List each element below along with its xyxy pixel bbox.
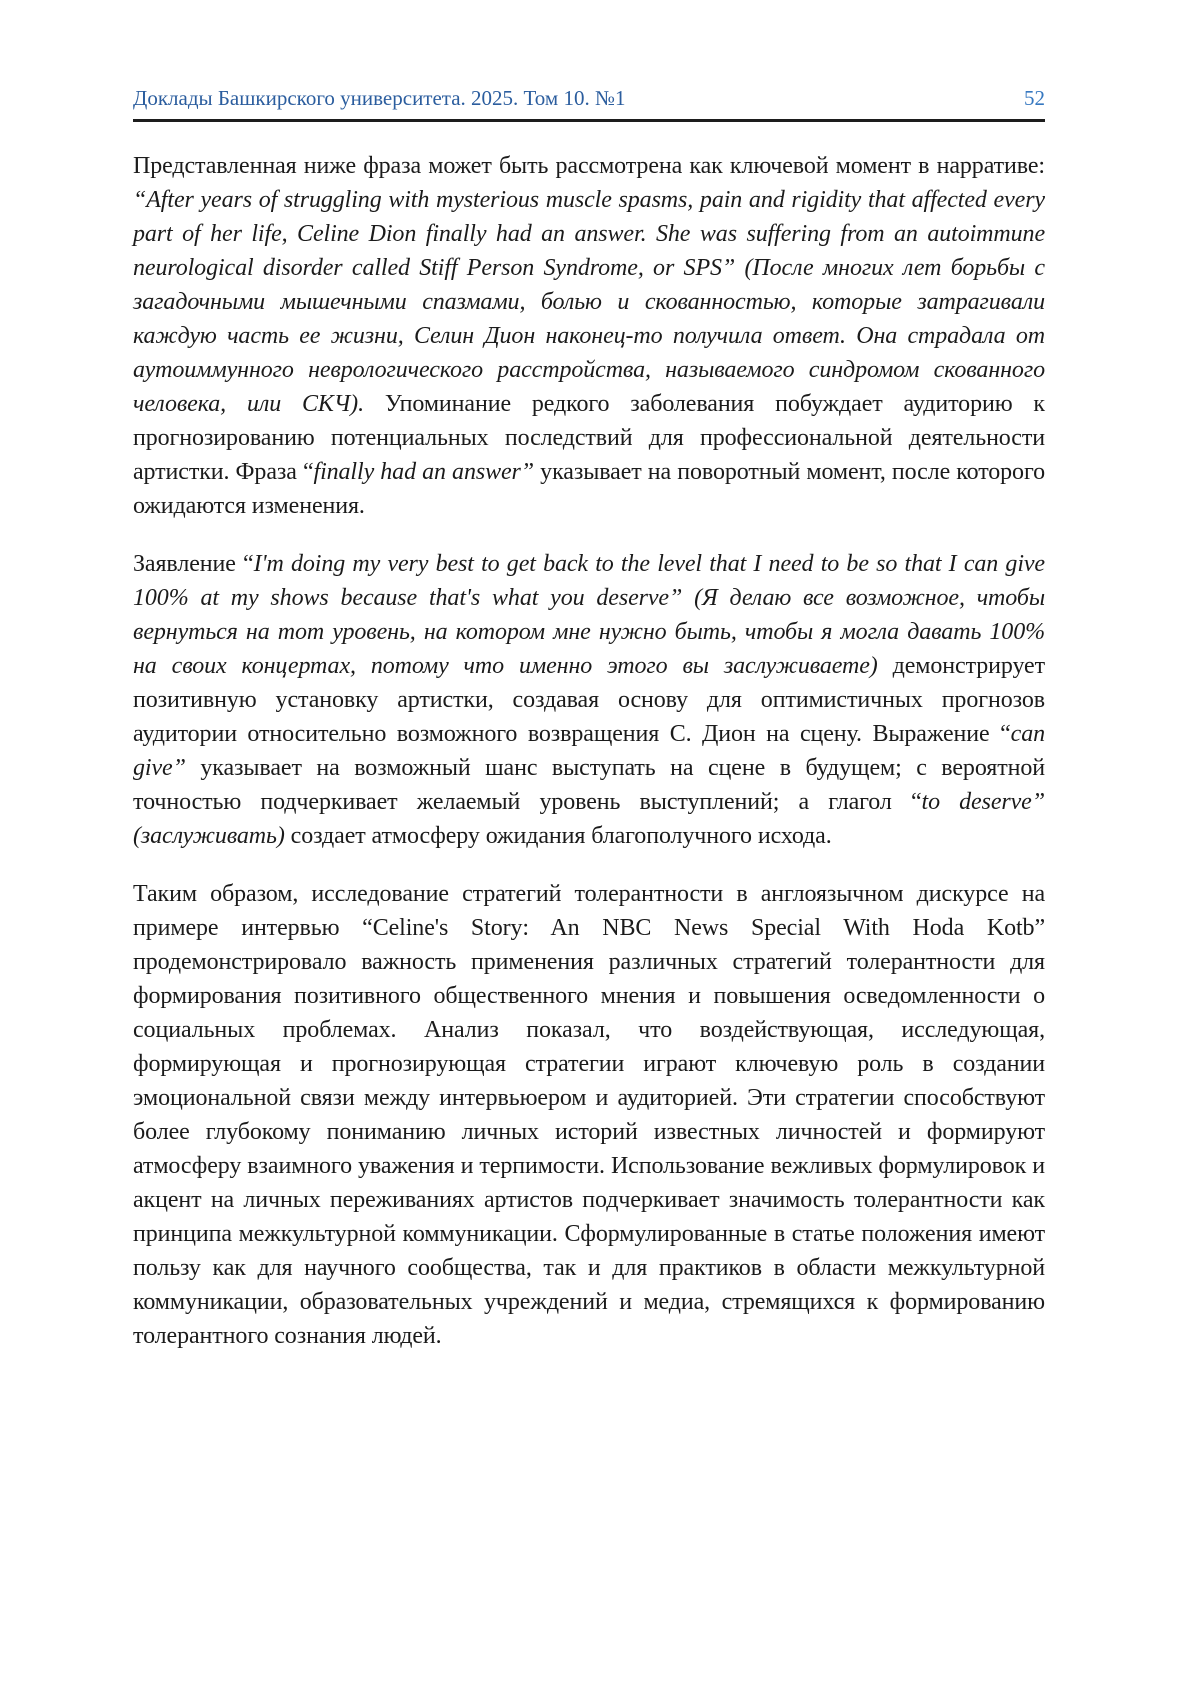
- page-number: 52: [1024, 86, 1045, 110]
- text-run: I'm doing my very best to get back to the level that I need to be so that I can give 100% at my shows because that's what you deserve” (Я делаю все возможное, чтобы вернуться на тот уровень, на котором мне нужно быть, чтобы я могла давать 100% на своих концертах, потому что именно этого вы заслуживаете): [133, 551, 1045, 679]
- text-run: can give”: [133, 721, 1045, 781]
- text-run: указывает на поворотный момент, после которого ожидаются изменения.: [133, 459, 1046, 519]
- text-run: finally had an answer”: [313, 459, 535, 485]
- journal-title: Доклады Башкирского университета. 2025. Том 10. №1: [133, 86, 626, 110]
- text-run: Таким образом, исследование стратегий толерантности в англоязычном дискурсе на примере интервью “Celine's Story: An NBC News Special With Hoda Kotb” продемонстрировало важность применения различных стратегий толерантности для формирования позитивного общественного мнения и повышения осведомленности о социальных проблемах. Анализ показал, что воздействующая, исследующая, формирующая и прогнозирующая стратегии играют ключевую роль в создании эмоциональной связи между интервьюером и аудиторией. Эти стратегии способствуют более глубокому пониманию личных историй известных личностей и формируют атмосферу взаимного уважения и терпимости. Использование вежливых формулировок и акцент на личных переживаниях артистов подчеркивает значимость толерантности как принципа межкультурной коммуникации. Сформулированные в статье положения имеют пользу как для научного сообщества, так и для практиков в области межкультурной коммуникации, образовательных учреждений и медиа, стремящихся к формированию толерантного сознания людей.: [133, 881, 1045, 1349]
- page-body: [133, 122, 1045, 1353]
- text-run: Представленная ниже фраза может быть рассмотрена как ключевой момент в нарративе:: [133, 153, 1045, 179]
- text-run: “After years of struggling with mysterious muscle spasms, pain and rigidity that affected every part of her life, Celine Dion finally had an answer. She was suffering from an autoimmune neurological disorder called Stiff Person Syndrome, or SPS” (После многих лет борьбы с загадочными мышечными спазмами, болью и скованностью, которые затрагивали каждую часть ее жизни, Селин Дион наконец-то получила ответ. Она страдала от аутоиммунного неврологического расстройства, называемого синдромом скованного человека, или СКЧ).: [133, 187, 1045, 417]
- paragraph-2: [133, 547, 1045, 853]
- text-run: указывает на возможный шанс выступать на сцене в будущем; с вероятной точностью подчеркивает желаемый уровень выступлений; а глагол “: [133, 755, 1045, 815]
- text-run: Упоминание редкого заболевания побуждает аудиторию к прогнозированию потенциальных последствий для профессиональной деятельности артистки. Фраза “: [133, 391, 1045, 485]
- text-run: to deserve” (заслуживать): [133, 789, 1045, 849]
- text-run: демонстрирует позитивную установку артистки, создавая основу для оптимистичных прогнозов аудитории относительно возможного возвращения С. Дион на сцену. Выражение “: [133, 653, 1045, 747]
- running-header: [133, 86, 1045, 122]
- text-run: Заявление “: [133, 551, 254, 577]
- paragraph-1: [133, 149, 1045, 523]
- paragraph-3: [133, 877, 1045, 1353]
- text-run: создает атмосферу ожидания благополучного исхода.: [284, 823, 832, 849]
